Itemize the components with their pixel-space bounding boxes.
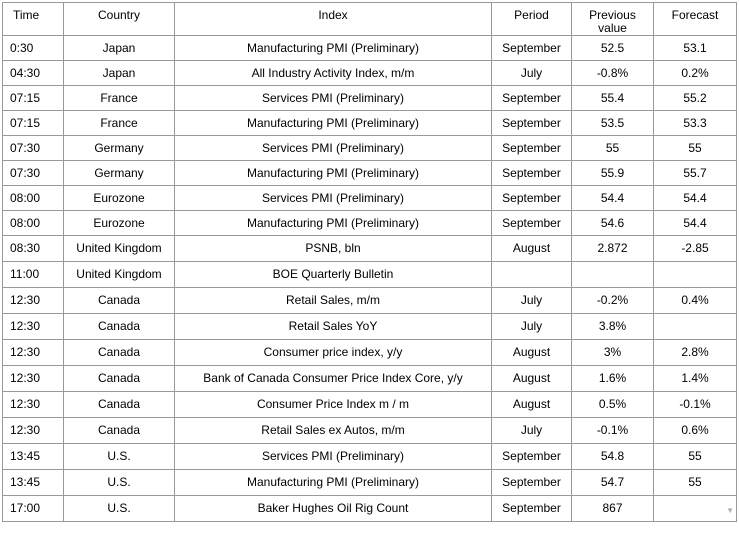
cell-index: Manufacturing PMI (Preliminary) bbox=[175, 470, 492, 496]
cell-forecast: 53.1 bbox=[654, 36, 737, 61]
cell-country: United Kingdom bbox=[64, 236, 175, 262]
cell-country: Eurozone bbox=[64, 186, 175, 211]
table-row bbox=[3, 262, 737, 288]
table-row bbox=[3, 314, 737, 340]
cell-time: 13:45 bbox=[3, 470, 64, 496]
cell-forecast bbox=[654, 314, 737, 340]
cell-previous: 2.872 bbox=[572, 236, 654, 262]
cell-index: Services PMI (Preliminary) bbox=[175, 136, 492, 161]
cell-period: August bbox=[492, 236, 572, 262]
cell-time: 08:00 bbox=[3, 186, 64, 211]
cell-period bbox=[492, 262, 572, 288]
cell-index: Consumer Price Index m / m bbox=[175, 392, 492, 418]
cell-time: 0:30 bbox=[3, 36, 64, 61]
cell-time: 17:00 bbox=[3, 496, 64, 522]
cell-previous bbox=[572, 262, 654, 288]
cell-time: 04:30 bbox=[3, 61, 64, 86]
header-period: Period bbox=[492, 3, 572, 36]
cell-time: 07:15 bbox=[3, 111, 64, 136]
cell-country: Japan bbox=[64, 36, 175, 61]
table-row bbox=[3, 186, 737, 211]
table-row bbox=[3, 392, 737, 418]
cell-previous: 54.6 bbox=[572, 211, 654, 236]
cell-period: September bbox=[492, 211, 572, 236]
header-previous-value: Previous value bbox=[572, 3, 654, 36]
cell-index: Manufacturing PMI (Preliminary) bbox=[175, 111, 492, 136]
cell-forecast: 54.4 bbox=[654, 186, 737, 211]
cell-period: September bbox=[492, 111, 572, 136]
cell-country: Canada bbox=[64, 288, 175, 314]
cell-forecast: 2.8% bbox=[654, 340, 737, 366]
table-row bbox=[3, 470, 737, 496]
economic-calendar-table bbox=[2, 2, 737, 522]
cell-previous: 53.5 bbox=[572, 111, 654, 136]
table-row bbox=[3, 366, 737, 392]
cell-country: Canada bbox=[64, 366, 175, 392]
table-row bbox=[3, 288, 737, 314]
header-time: Time bbox=[3, 3, 64, 36]
cell-previous: 52.5 bbox=[572, 36, 654, 61]
cell-period: July bbox=[492, 314, 572, 340]
cell-forecast: 54.4 bbox=[654, 211, 737, 236]
header-row bbox=[3, 3, 737, 36]
cell-previous: 3.8% bbox=[572, 314, 654, 340]
cell-period: July bbox=[492, 288, 572, 314]
cell-time: 12:30 bbox=[3, 418, 64, 444]
cell-period: July bbox=[492, 418, 572, 444]
cell-previous: 3% bbox=[572, 340, 654, 366]
cell-time: 07:30 bbox=[3, 161, 64, 186]
cell-country: U.S. bbox=[64, 470, 175, 496]
cell-previous: 54.4 bbox=[572, 186, 654, 211]
table-row bbox=[3, 496, 737, 522]
cell-country: Canada bbox=[64, 314, 175, 340]
cell-period: July bbox=[492, 61, 572, 86]
cell-previous: -0.2% bbox=[572, 288, 654, 314]
cell-previous: -0.1% bbox=[572, 418, 654, 444]
cell-time: 08:00 bbox=[3, 211, 64, 236]
cell-time: 12:30 bbox=[3, 288, 64, 314]
cell-period: September bbox=[492, 444, 572, 470]
cell-previous: 0.5% bbox=[572, 392, 654, 418]
cell-country: Canada bbox=[64, 392, 175, 418]
cell-index: Services PMI (Preliminary) bbox=[175, 86, 492, 111]
cell-country: France bbox=[64, 86, 175, 111]
table-row bbox=[3, 36, 737, 61]
cell-previous: 55.9 bbox=[572, 161, 654, 186]
cell-forecast: 1.4% bbox=[654, 366, 737, 392]
cell-index: Manufacturing PMI (Preliminary) bbox=[175, 211, 492, 236]
cell-index: Retail Sales YoY bbox=[175, 314, 492, 340]
cell-country: Germany bbox=[64, 161, 175, 186]
cell-country: United Kingdom bbox=[64, 262, 175, 288]
header-forecast: Forecast bbox=[654, 3, 737, 36]
cell-country: Eurozone bbox=[64, 211, 175, 236]
cell-period: August bbox=[492, 366, 572, 392]
cell-index: All Industry Activity Index, m/m bbox=[175, 61, 492, 86]
table-row bbox=[3, 86, 737, 111]
cell-forecast bbox=[654, 496, 737, 522]
cell-forecast: -0.1% bbox=[654, 392, 737, 418]
cell-previous: 55.4 bbox=[572, 86, 654, 111]
cell-index: Retail Sales, m/m bbox=[175, 288, 492, 314]
cell-time: 07:30 bbox=[3, 136, 64, 161]
table-row bbox=[3, 444, 737, 470]
cell-forecast: 55.2 bbox=[654, 86, 737, 111]
cell-index: Retail Sales ex Autos, m/m bbox=[175, 418, 492, 444]
cell-period: September bbox=[492, 36, 572, 61]
cell-period: August bbox=[492, 340, 572, 366]
cell-index: Services PMI (Preliminary) bbox=[175, 444, 492, 470]
cell-index: Bank of Canada Consumer Price Index Core, y/y bbox=[175, 366, 492, 392]
header-country: Country bbox=[64, 3, 175, 36]
cell-forecast: 55 bbox=[654, 444, 737, 470]
header-index: Index bbox=[175, 3, 492, 36]
cell-forecast: 55 bbox=[654, 136, 737, 161]
table-row bbox=[3, 340, 737, 366]
cell-time: 07:15 bbox=[3, 86, 64, 111]
cell-country: Japan bbox=[64, 61, 175, 86]
cell-index: Services PMI (Preliminary) bbox=[175, 186, 492, 211]
cell-forecast: 53.3 bbox=[654, 111, 737, 136]
cell-previous: 1.6% bbox=[572, 366, 654, 392]
cell-country: Germany bbox=[64, 136, 175, 161]
cell-time: 12:30 bbox=[3, 366, 64, 392]
cell-time: 12:30 bbox=[3, 340, 64, 366]
cell-country: U.S. bbox=[64, 496, 175, 522]
cell-country: Canada bbox=[64, 340, 175, 366]
cell-time: 13:45 bbox=[3, 444, 64, 470]
cell-country: Canada bbox=[64, 418, 175, 444]
cell-period: August bbox=[492, 392, 572, 418]
cell-period: September bbox=[492, 86, 572, 111]
table-row bbox=[3, 211, 737, 236]
cell-forecast bbox=[654, 262, 737, 288]
table-row bbox=[3, 111, 737, 136]
cell-forecast: 55 bbox=[654, 470, 737, 496]
scroll-down-icon[interactable]: ▼ bbox=[726, 506, 734, 515]
cell-forecast: 0.6% bbox=[654, 418, 737, 444]
cell-time: 08:30 bbox=[3, 236, 64, 262]
cell-previous: 54.8 bbox=[572, 444, 654, 470]
cell-index: Consumer price index, y/y bbox=[175, 340, 492, 366]
cell-period: September bbox=[492, 136, 572, 161]
cell-previous: 867 bbox=[572, 496, 654, 522]
cell-previous: -0.8% bbox=[572, 61, 654, 86]
table-row bbox=[3, 136, 737, 161]
table-row bbox=[3, 61, 737, 86]
cell-previous: 54.7 bbox=[572, 470, 654, 496]
cell-country: U.S. bbox=[64, 444, 175, 470]
table-row bbox=[3, 418, 737, 444]
cell-period: September bbox=[492, 161, 572, 186]
cell-index: BOE Quarterly Bulletin bbox=[175, 262, 492, 288]
table-row bbox=[3, 161, 737, 186]
cell-period: September bbox=[492, 186, 572, 211]
cell-index: Manufacturing PMI (Preliminary) bbox=[175, 36, 492, 61]
table-row bbox=[3, 236, 737, 262]
cell-period: September bbox=[492, 496, 572, 522]
cell-forecast: 55.7 bbox=[654, 161, 737, 186]
cell-index: PSNB, bln bbox=[175, 236, 492, 262]
cell-period: September bbox=[492, 470, 572, 496]
cell-previous: 55 bbox=[572, 136, 654, 161]
cell-country: France bbox=[64, 111, 175, 136]
cell-forecast: 0.4% bbox=[654, 288, 737, 314]
cell-time: 12:30 bbox=[3, 392, 64, 418]
cell-time: 11:00 bbox=[3, 262, 64, 288]
cell-forecast: 0.2% bbox=[654, 61, 737, 86]
cell-index: Baker Hughes Oil Rig Count bbox=[175, 496, 492, 522]
cell-forecast: -2.85 bbox=[654, 236, 737, 262]
cell-index: Manufacturing PMI (Preliminary) bbox=[175, 161, 492, 186]
cell-time: 12:30 bbox=[3, 314, 64, 340]
